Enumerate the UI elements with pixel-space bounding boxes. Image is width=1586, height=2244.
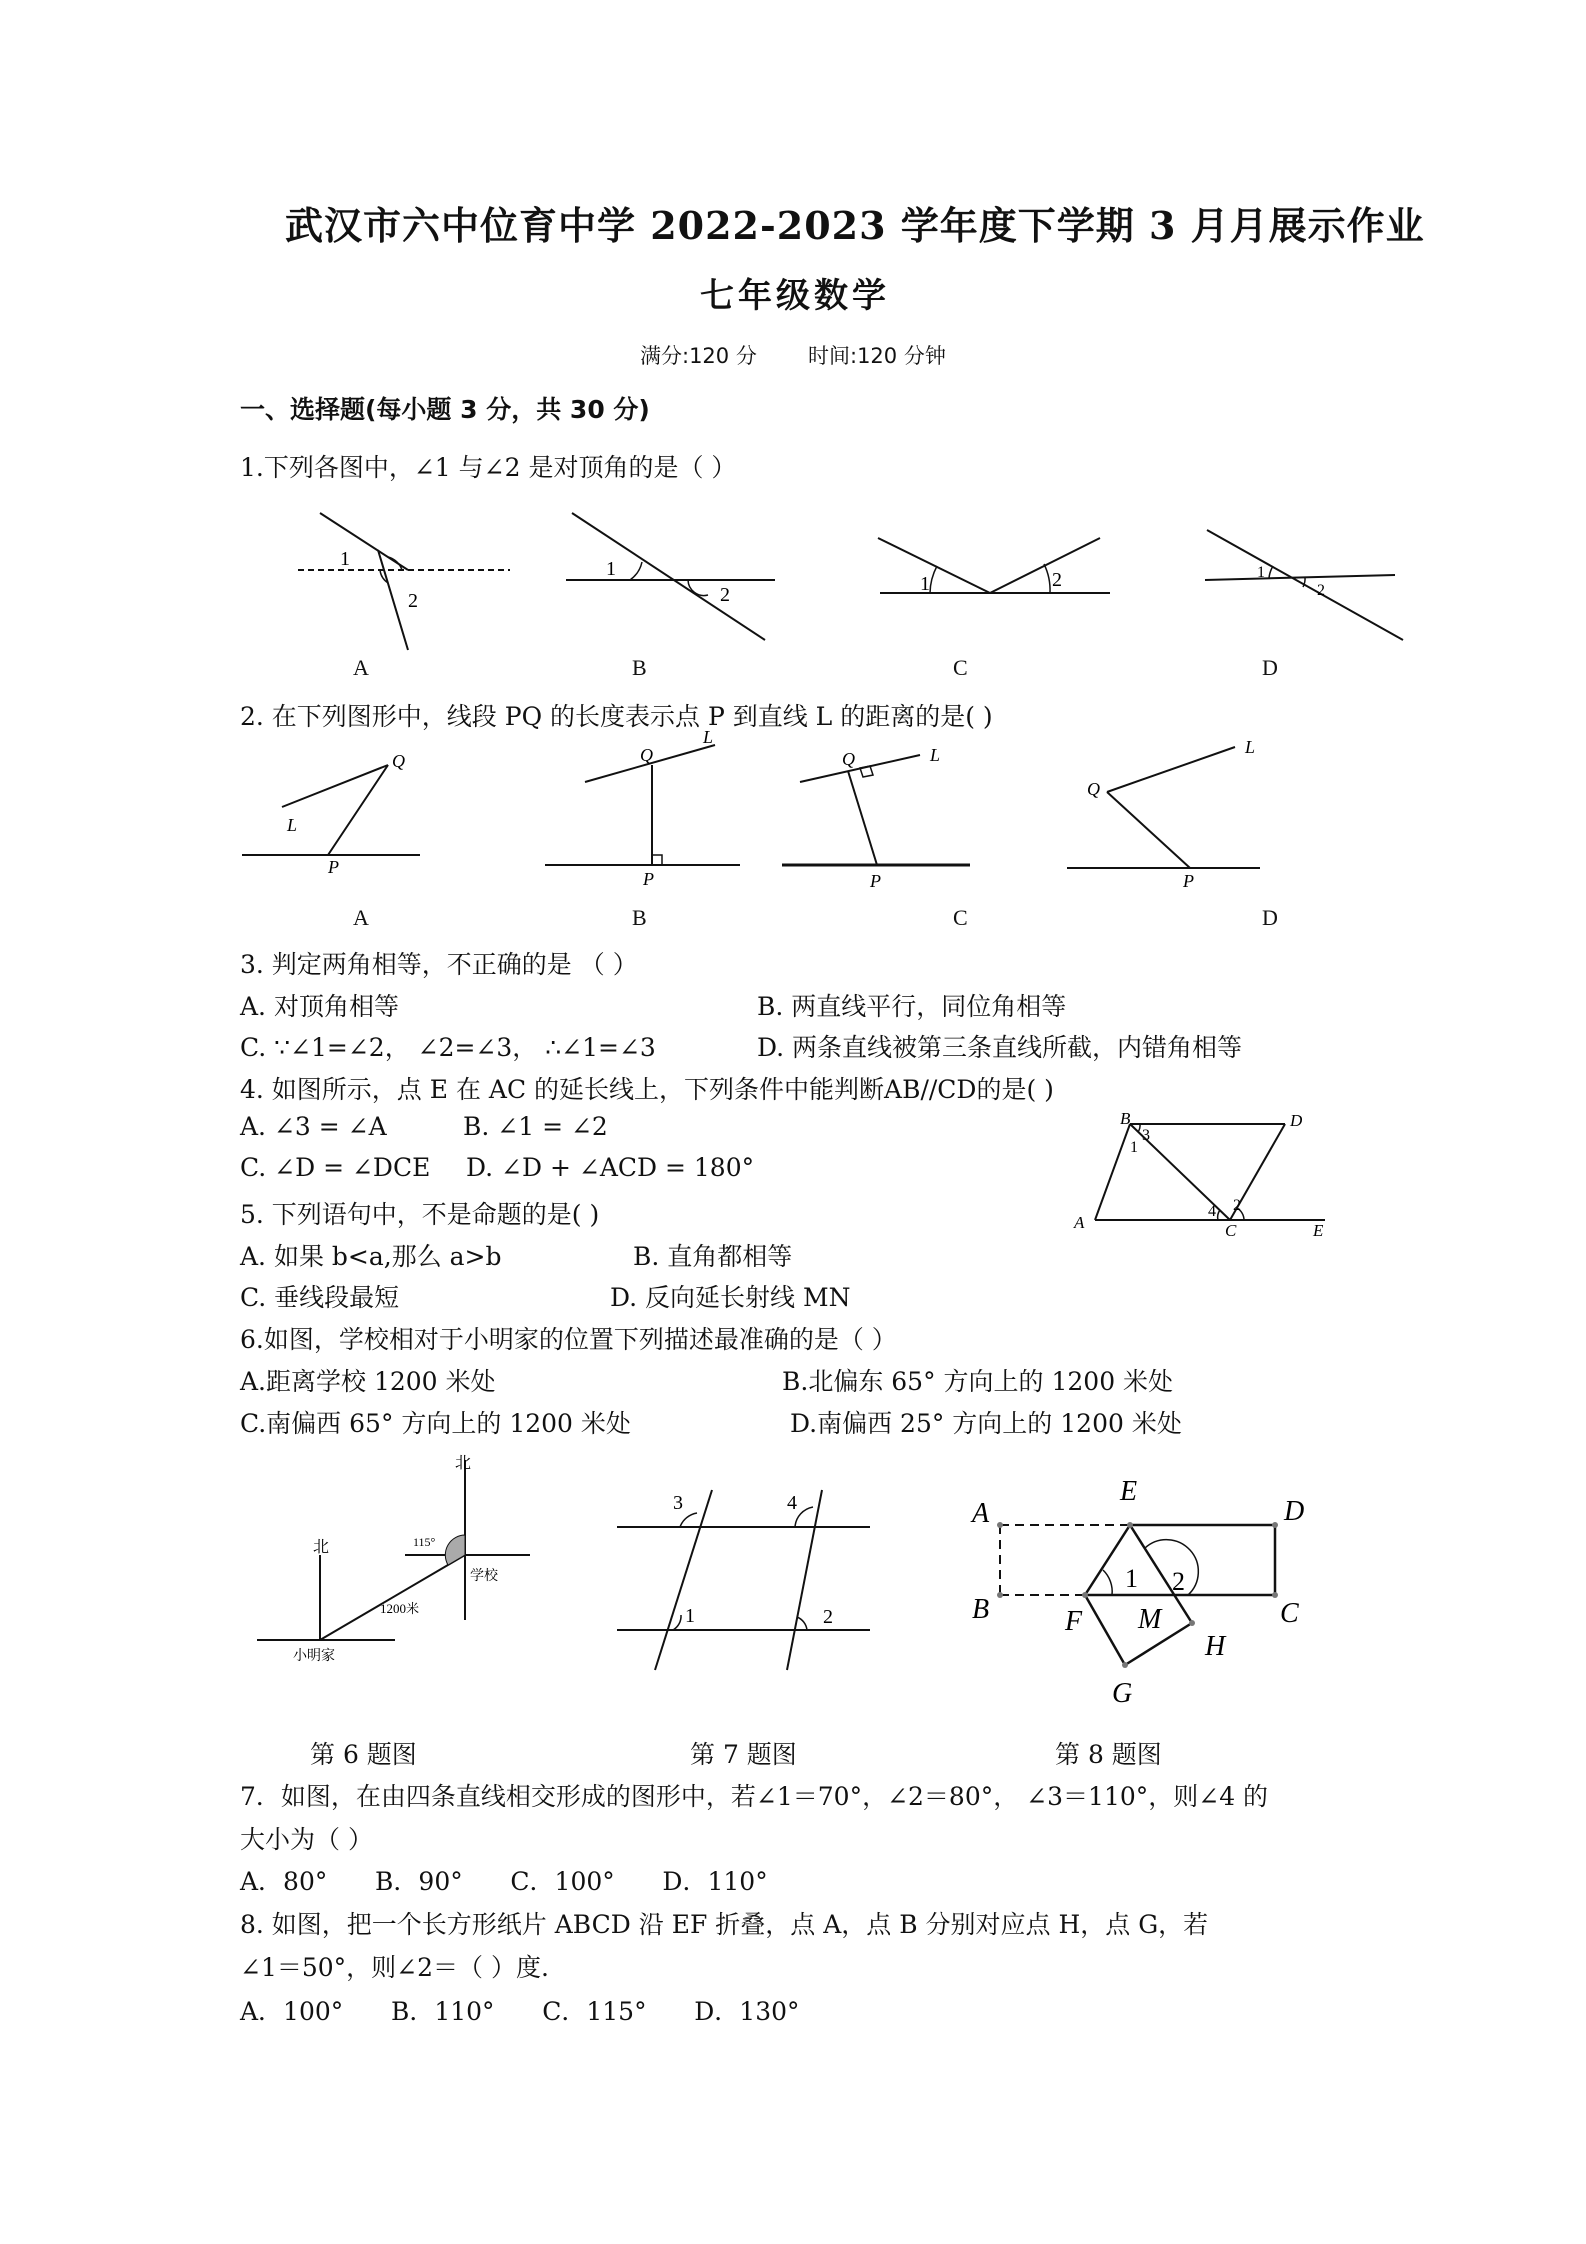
q6-option-b: B.北偏东 65° 方向上的 1200 米处 [782, 1367, 1174, 1396]
point-q-label: Q [842, 749, 855, 769]
angle-1-label: 1 [1130, 1139, 1138, 1156]
q5-stem: 5. 下列语句中，不是命题的是( ) [240, 1200, 600, 1229]
q1-stem: 1.下列各图中，∠1 与∠2 是对顶角的是（ ） [240, 453, 737, 482]
point-e-label: E [1313, 1221, 1324, 1240]
q1-figure-d [1195, 525, 1415, 645]
angle-4-label: 4 [1208, 1203, 1216, 1220]
north-label-2: 北 [313, 1539, 330, 1556]
point-c-label: C [1225, 1221, 1237, 1240]
point-f-label: F [1065, 1606, 1083, 1637]
time-limit: 时间:120 分钟 [808, 344, 946, 368]
point-d-label: D [1290, 1111, 1303, 1130]
angle-4-label: 4 [787, 1492, 797, 1514]
figure-6 [255, 1450, 565, 1680]
q4-stem: 4. 如图所示，点 E 在 AC 的延长线上，下列条件中能判断AB//CD的是( ) [240, 1075, 1054, 1104]
home-label: 小明家 [293, 1649, 335, 1664]
angle-1-label: 1 [1257, 564, 1265, 581]
q3-option-b: B. 两直线平行，同位角相等 [757, 992, 1067, 1021]
q4-option-d: D. ∠D + ∠ACD = 180° [466, 1153, 755, 1182]
angle-1-label: 1 [920, 573, 930, 595]
point-g-label: G [1112, 1678, 1133, 1709]
q1-figure-b [560, 505, 800, 655]
figure-7 [615, 1485, 885, 1685]
q8-stem-line1: 8. 如图，把一个长方形纸片 ABCD 沿 EF 折叠，点 A，点 B 分别对应点 H，点 G，若 [240, 1910, 1209, 1939]
angle-3-label: 3 [1142, 1127, 1150, 1144]
q1-label-a: A [353, 655, 369, 680]
figure-8 [960, 1470, 1320, 1715]
q8-options: A．100° B．110° C．115° D．130° [240, 1997, 800, 2026]
q2-label-b: B [632, 905, 647, 930]
line-l-label: L [930, 745, 941, 765]
q2-stem: 2. 在下列图形中，线段 PQ 的长度表示点 P 到直线 L 的距离的是( ) [240, 702, 993, 731]
angle-1-label: 1 [606, 558, 616, 580]
q3-stem: 3. 判定两角相等，不正确的是 （ ） [240, 950, 638, 979]
q1-label-c: C [953, 655, 968, 680]
q1-figure-c [870, 530, 1130, 630]
q2-figure-c [780, 735, 980, 895]
q6-stem: 6.如图，学校相对于小明家的位置下列描述最准确的是（ ） [240, 1325, 897, 1354]
q4-option-a: A. ∠3 = ∠A [240, 1112, 387, 1141]
q2-figure-b [540, 725, 750, 890]
point-h-label: H [1205, 1631, 1226, 1662]
q5-option-c: C. 垂线段最短 [240, 1283, 400, 1312]
q2-label-a: A [353, 905, 369, 930]
point-b-label: B [1120, 1109, 1131, 1128]
q2-label-c: C [953, 905, 968, 930]
q5-option-b: B. 直角都相等 [633, 1242, 793, 1271]
angle-2-label: 2 [1233, 1197, 1241, 1214]
point-q-label: Q [640, 745, 653, 765]
q2-figure-a [240, 745, 430, 875]
school-label: 学校 [470, 1569, 498, 1584]
figure-7-caption: 第 7 题图 [690, 1740, 797, 1769]
q7-stem-line2: 大小为（ ） [240, 1825, 373, 1854]
point-p-label: P [1183, 871, 1194, 891]
point-b-label: B [972, 1594, 990, 1625]
point-a-label: A [1074, 1213, 1085, 1232]
line-l-label: L [287, 815, 298, 835]
q4-option-c: C. ∠D = ∠DCE [240, 1153, 431, 1182]
point-e-label: E [1120, 1476, 1138, 1507]
q3-option-a: A. 对顶角相等 [240, 992, 399, 1021]
q2-label-d: D [1262, 905, 1278, 930]
angle-1-label: 1 [685, 1605, 695, 1627]
q4-figure [1070, 1110, 1340, 1240]
line-l-label: L [1245, 737, 1256, 757]
angle-1-label: 1 [340, 548, 350, 570]
q5-option-a: A. 如果 b<a,那么 a>b [240, 1242, 502, 1271]
angle-2-label: 2 [823, 1606, 833, 1628]
angle-2-label: 2 [1052, 569, 1062, 591]
q8-stem-line2: ∠1＝50°，则∠2＝（ ）度. [240, 1953, 549, 1982]
page-subtitle: 七年级数学 [700, 276, 890, 316]
q2-figure-d [1065, 735, 1285, 895]
q7-stem-line1: 7．如图，在由四条直线相交形成的图形中，若∠1＝70°，∠2＝80°， ∠3＝110°，则∠4 的 [240, 1782, 1269, 1811]
q1-label-d: D [1262, 655, 1278, 680]
q6-option-d: D.南偏西 25° 方向上的 1200 米处 [790, 1409, 1182, 1438]
angle-2-label: 2 [1172, 1567, 1185, 1596]
point-a-label: A [972, 1498, 990, 1529]
figure-6-caption: 第 6 题图 [310, 1740, 417, 1769]
q1-label-b: B [632, 655, 647, 680]
angle-1-label: 1 [1125, 1564, 1138, 1593]
point-p-label: P [870, 871, 881, 891]
angle-2-label: 2 [408, 590, 418, 612]
q3-option-d: D. 两条直线被第三条直线所截，内错角相等 [757, 1033, 1243, 1062]
point-m-label: M [1138, 1604, 1162, 1635]
q6-option-c: C.南偏西 65° 方向上的 1200 米处 [240, 1409, 631, 1438]
line-l-label: L [703, 727, 714, 747]
angle-115-label: 115° [413, 1535, 436, 1549]
distance-label: 1200米 [380, 1601, 420, 1616]
angle-2-label: 2 [720, 584, 730, 606]
full-score: 满分:120 分 [640, 344, 757, 368]
point-p-label: P [328, 857, 339, 877]
q6-option-a: A.距离学校 1200 米处 [240, 1367, 496, 1396]
q5-option-d: D. 反向延长射线 MN [610, 1283, 851, 1312]
section-heading: 一、选择题(每小题 3 分，共 30 分) [240, 395, 650, 424]
point-d-label: D [1284, 1496, 1305, 1527]
point-q-label: Q [392, 751, 405, 771]
figure-8-caption: 第 8 题图 [1055, 1740, 1162, 1769]
point-p-label: P [643, 869, 654, 889]
angle-3-label: 3 [673, 1492, 683, 1514]
angle-2-label: 2 [1317, 582, 1325, 599]
q3-option-c: C. ∵∠1=∠2， ∠2=∠3， ∴∠1=∠3 [240, 1033, 656, 1062]
page-title: 武汉市六中位育中学 2022-2023 学年度下学期 3 月月展示作业 [285, 203, 1425, 248]
q1-figure-a [290, 505, 520, 655]
point-c-label: C [1280, 1598, 1299, 1629]
q7-options: A．80° B．90° C．100° D．110° [240, 1867, 768, 1896]
q4-option-b: B. ∠1 = ∠2 [463, 1112, 608, 1141]
point-q-label: Q [1087, 779, 1100, 799]
north-label-1: 北 [455, 1455, 472, 1472]
